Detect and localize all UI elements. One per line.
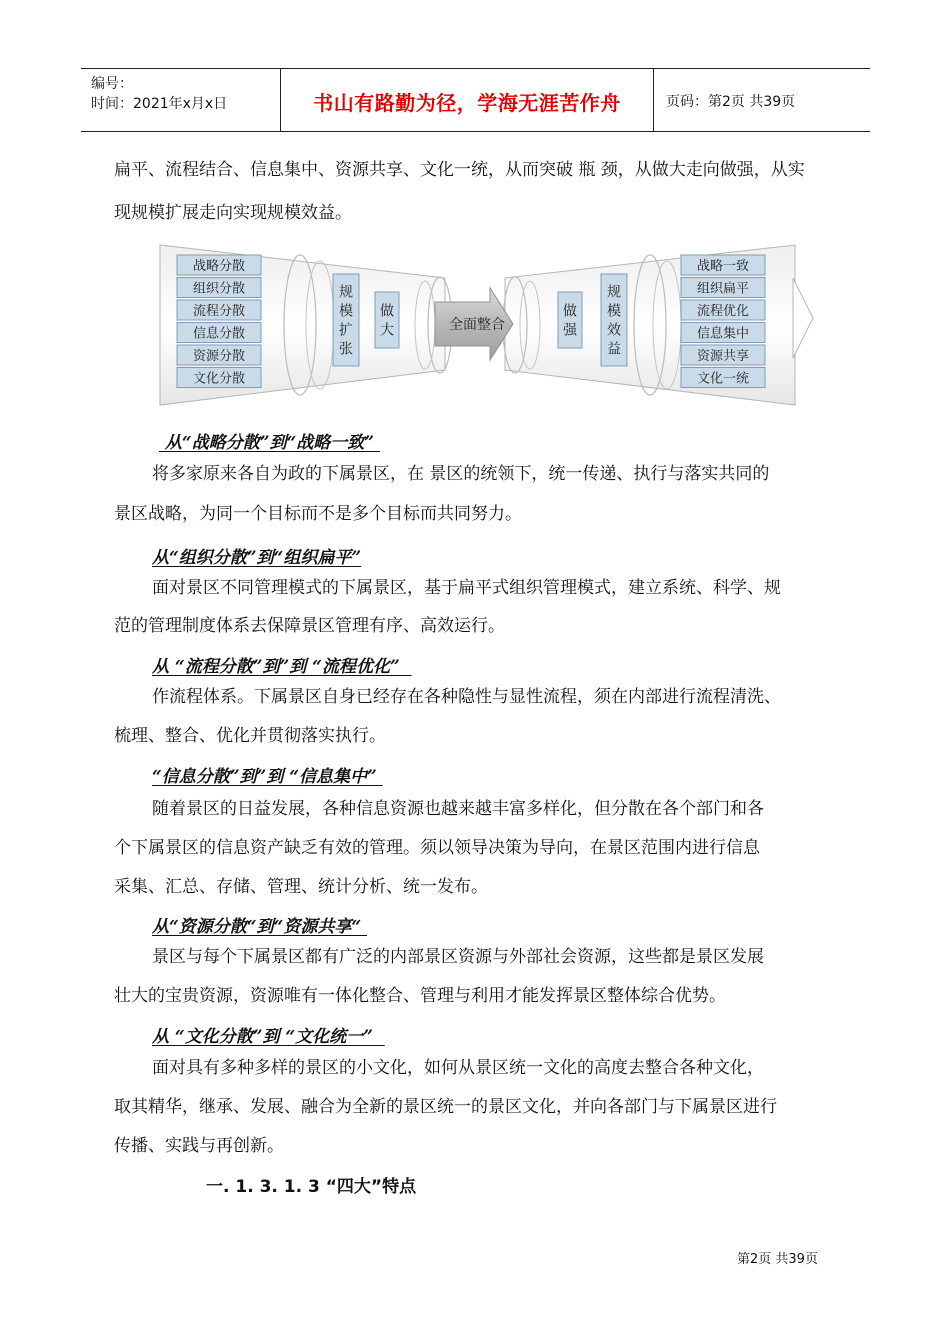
section-heading-information: “信息分散”到”到 “信息集中” [152, 767, 383, 787]
section-organization-line-1: 面对景区不同管理模式的下属景区，基于扁平式组织管理模式，建立系统、科学、规 [152, 578, 781, 598]
section-information-line-3: 采集、汇总、存储、管理、统计分析、统一发布。 [114, 877, 488, 897]
section-resources-line-1: 景区与每个下属景区都有广泛的内部景区资源与外部社会资源，这些都是景区发展 [152, 947, 764, 967]
section-heading-organization: 从“组织分散”到“组织扁平” [152, 548, 362, 568]
left-box-label-3: 流程分散 [192, 304, 246, 319]
left-box-label-5: 资源分散 [192, 349, 246, 364]
integration-diagram [155, 240, 815, 410]
section-heading-process: 从 “流程分散”到”到 “流程优化” [152, 657, 412, 677]
section-title: 一. 1. 3. 1. 3 “四大”特点 [206, 1177, 417, 1197]
right-mid-label-1: 做强 [563, 303, 577, 339]
section-heading-resources: 从“资源分散“到“资源共享“ [152, 917, 368, 937]
left-mid-label-1: 规模扩张 [339, 284, 353, 358]
document-date-label: 时间：2021年x月x日 [91, 96, 228, 112]
left-mid-box-2 [375, 292, 399, 348]
document-number-label: 编号： [91, 76, 133, 92]
header-meta-cell [81, 69, 281, 131]
footer-page-number: 第2页 共39页 [737, 1252, 818, 1267]
section-culture-line-1: 面对具有多种多样的景区的小文化，如何从景区统一文化的高度去整合各种文化， [152, 1058, 764, 1078]
left-box-label-4: 信息分散 [192, 326, 246, 342]
section-heading-culture: 从 “文化分散”到 “文化统一” [152, 1027, 385, 1047]
section-information-line-1: 随着景区的日益发展，各种信息资源也越来越丰富多样化，但分散在各个部门和各 [152, 799, 764, 819]
right-box-label-4: 信息集中 [696, 326, 750, 342]
section-organization-line-2: 范的管理制度体系去保障景区管理有序、高效运行。 [114, 616, 505, 636]
section-resources-line-2: 壮大的宝贵资源，资源唯有一体化整合、管理与利用才能发挥景区整体综合优势。 [114, 986, 726, 1006]
right-box-label-1: 战略一致 [696, 259, 750, 274]
section-process-line-1: 作流程体系。下属景区自身已经存在各种隐性与显性流程，须在内部进行流程清洗、 [152, 687, 781, 707]
section-strategy-line-1: 将多家原来各自为政的下属景区，在 景区的统领下，统一传递、执行与落实共同的 [152, 464, 770, 484]
section-heading-strategy: 从“战略分散”到“战略一致” [159, 433, 380, 453]
intro-line-2: 现规模扩展走向实现规模效益。 [114, 203, 352, 223]
header-motto-cell [281, 69, 654, 131]
section-strategy-line-2: 景区战略，为同一个目标而不是多个目标而共同努力。 [114, 504, 522, 524]
header-page-number: 页码：第2页 共39页 [666, 94, 796, 110]
section-culture-line-2: 取其精华，继承、发展、融合为全新的景区统一的景区文化，并向各部门与下属景区进行 [114, 1097, 777, 1117]
section-process-line-2: 梳理、整合、优化并贯彻落实执行。 [114, 726, 386, 746]
arrow-label: 全面整合 [449, 317, 505, 333]
right-box-label-5: 资源共享 [696, 349, 750, 364]
left-box-label-1: 战略分散 [192, 259, 246, 274]
left-box-label-2: 组织分散 [192, 281, 246, 297]
left-box-label-6: 文化分散 [192, 371, 246, 387]
right-box-label-3: 流程优化 [696, 304, 750, 319]
right-funnel [503, 245, 813, 405]
section-information-line-2: 个下属景区的信息资产缺乏有效的管理。须以领导决策为导向，在景区范围内进行信息 [114, 838, 760, 858]
right-box-label-6: 文化一统 [696, 371, 750, 387]
right-mid-label-2: 规模效益 [607, 284, 621, 358]
section-culture-line-3: 传播、实践与再创新。 [114, 1136, 284, 1156]
header-page-cell [654, 69, 870, 131]
intro-line-1: 扁平、流程结合、信息集中、资源共享、文化一统，从而突破 瓶 颈，从做大走向做强，从实 [114, 160, 805, 180]
right-mid-box-1 [558, 292, 582, 348]
left-mid-label-2: 做大 [380, 303, 394, 339]
header-motto: 书山有路勤为径，学海无涯苦作舟 [313, 91, 621, 115]
right-box-label-2: 组织扁平 [696, 281, 750, 297]
page-header [81, 68, 870, 132]
